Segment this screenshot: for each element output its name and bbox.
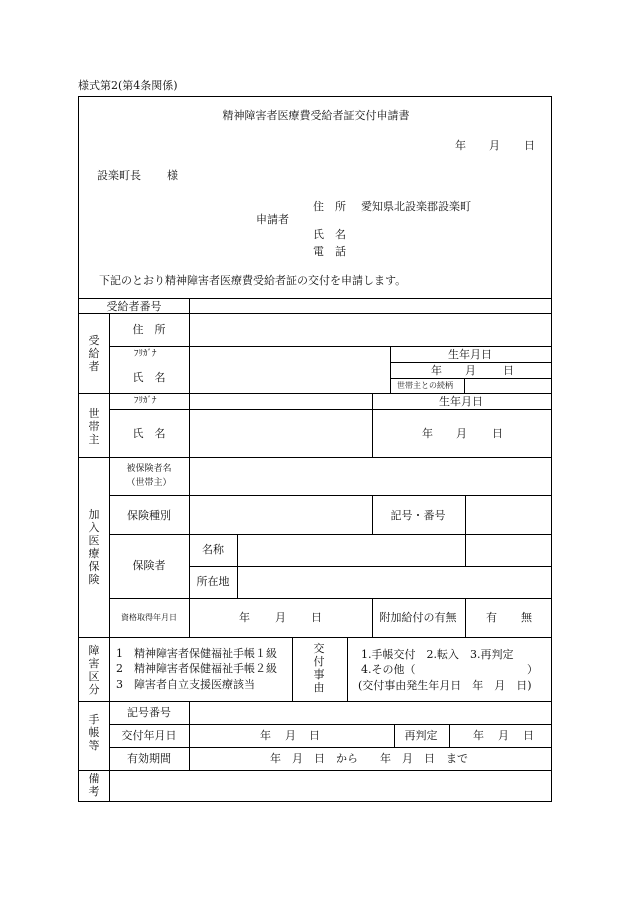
householder-birth-month-label: 月 — [456, 427, 467, 440]
disability-section-label: 障害区分 — [88, 644, 100, 696]
application-form — [78, 96, 552, 802]
additional-benefit-no: 無 — [521, 611, 532, 624]
additional-benefit-label: 附加給付の有無 — [379, 611, 457, 624]
recipient-relationship-label: 世帯主との続柄 — [397, 381, 453, 390]
qualification-month-label: 月 — [275, 611, 286, 624]
rejudge-year-label: 年 — [473, 729, 484, 742]
householder-birth-year-label: 年 — [422, 427, 433, 440]
recipient-number-label: 受給者番号 — [106, 300, 162, 313]
applicant-phone-label: 電 話 — [313, 245, 346, 258]
insurer-address-label: 所在地 — [196, 575, 230, 588]
insurance-type-label: 保険種別 — [127, 509, 171, 522]
applicant-address-value: 愛知県北設楽郡設楽町 — [361, 200, 471, 213]
householder-section-label: 世帯主 — [88, 407, 100, 446]
issue-reasons-line-2-right: ） — [527, 663, 538, 676]
applicant-address-label: 住 所 — [313, 200, 346, 213]
remarks-label: 備考 — [88, 772, 100, 798]
insurer-name-label: 名称 — [202, 543, 224, 556]
recipient-address-label: 住 所 — [132, 323, 166, 336]
recipient-section-label: 受給者 — [88, 334, 100, 373]
form-title: 精神障害者医療費受給者証交付申請書 — [222, 109, 410, 122]
handbook-symbol-number-label: 記号番号 — [127, 706, 171, 719]
rejudge-month-label: 月 — [498, 729, 509, 742]
recipient-birth-month-label: 月 — [465, 364, 476, 377]
recipient-name-label: 氏 名 — [132, 371, 166, 384]
householder-birth-day-label: 日 — [492, 427, 503, 440]
addressee-honorific: 様 — [167, 169, 178, 182]
additional-benefit-yes: 有 — [486, 611, 497, 624]
handbook-issue-month-label: 月 — [285, 729, 296, 742]
insured-name-label: 被保険者名 — [126, 464, 172, 474]
recipient-birth-year-label: 年 — [431, 364, 442, 377]
handbook-section-label: 手帳等 — [88, 713, 100, 752]
qualification-year-label: 年 — [239, 611, 250, 624]
insurance-section-label: 加入医療保険 — [88, 508, 100, 586]
recipient-birth-day-label: 日 — [503, 364, 514, 377]
application-statement: 下記のとおり精神障害者医療費受給者証の交付を申請します。 — [99, 274, 407, 287]
disability-option-2: 2 精神障害者保健福祉手帳２級 — [116, 662, 277, 675]
form-number: 様式第2(第4条関係) — [78, 79, 178, 92]
rejudge-label: 再判定 — [404, 729, 438, 742]
disability-option-3: 3 障害者自立支援医療該当 — [116, 678, 255, 691]
qualification-day-label: 日 — [311, 611, 322, 624]
date-day-label: 日 — [524, 139, 535, 152]
handbook-issue-day-label: 日 — [309, 729, 320, 742]
handbook-issue-year-label: 年 — [260, 729, 271, 742]
qualification-date-label: 資格取得年月日 — [121, 613, 177, 622]
recipient-furigana-label: ﾌﾘｶﾞﾅ — [134, 349, 157, 359]
insurer-label: 保険者 — [132, 559, 166, 572]
insured-name-sub-label: （世帯主） — [126, 478, 172, 488]
issue-reasons-line-2-left: 4.その他（ — [361, 663, 416, 676]
applicant-name-label: 氏 名 — [313, 228, 346, 241]
householder-birthdate-label: 生年月日 — [439, 395, 483, 408]
validity-period-value: 年 月 日 から 年 月 日 まで — [270, 752, 468, 765]
date-month-label: 月 — [489, 139, 500, 152]
handbook-issue-date-label: 交付年月日 — [121, 729, 177, 742]
applicant-label: 申請者 — [256, 213, 289, 226]
date-year-label: 年 — [455, 139, 466, 152]
recipient-birthdate-label: 生年月日 — [448, 348, 492, 361]
issue-reason-label: 交付事由 — [313, 642, 325, 694]
issue-reasons-line-1: 1.手帳交付 2.転入 3.再判定 — [361, 648, 514, 661]
householder-name-label: 氏 名 — [132, 427, 166, 440]
rejudge-day-label: 日 — [523, 729, 534, 742]
issue-reasons-line-3: (交付事由発生年月日 年 月 日) — [358, 679, 532, 692]
insurance-symbol-number-label: 記号・番号 — [390, 509, 446, 522]
householder-furigana-label: ﾌﾘｶﾞﾅ — [134, 396, 157, 406]
disability-option-1: 1 精神障害者保健福祉手帳１級 — [116, 647, 277, 660]
addressee-name: 設楽町長 — [97, 169, 141, 182]
validity-period-label: 有効期間 — [127, 752, 171, 765]
